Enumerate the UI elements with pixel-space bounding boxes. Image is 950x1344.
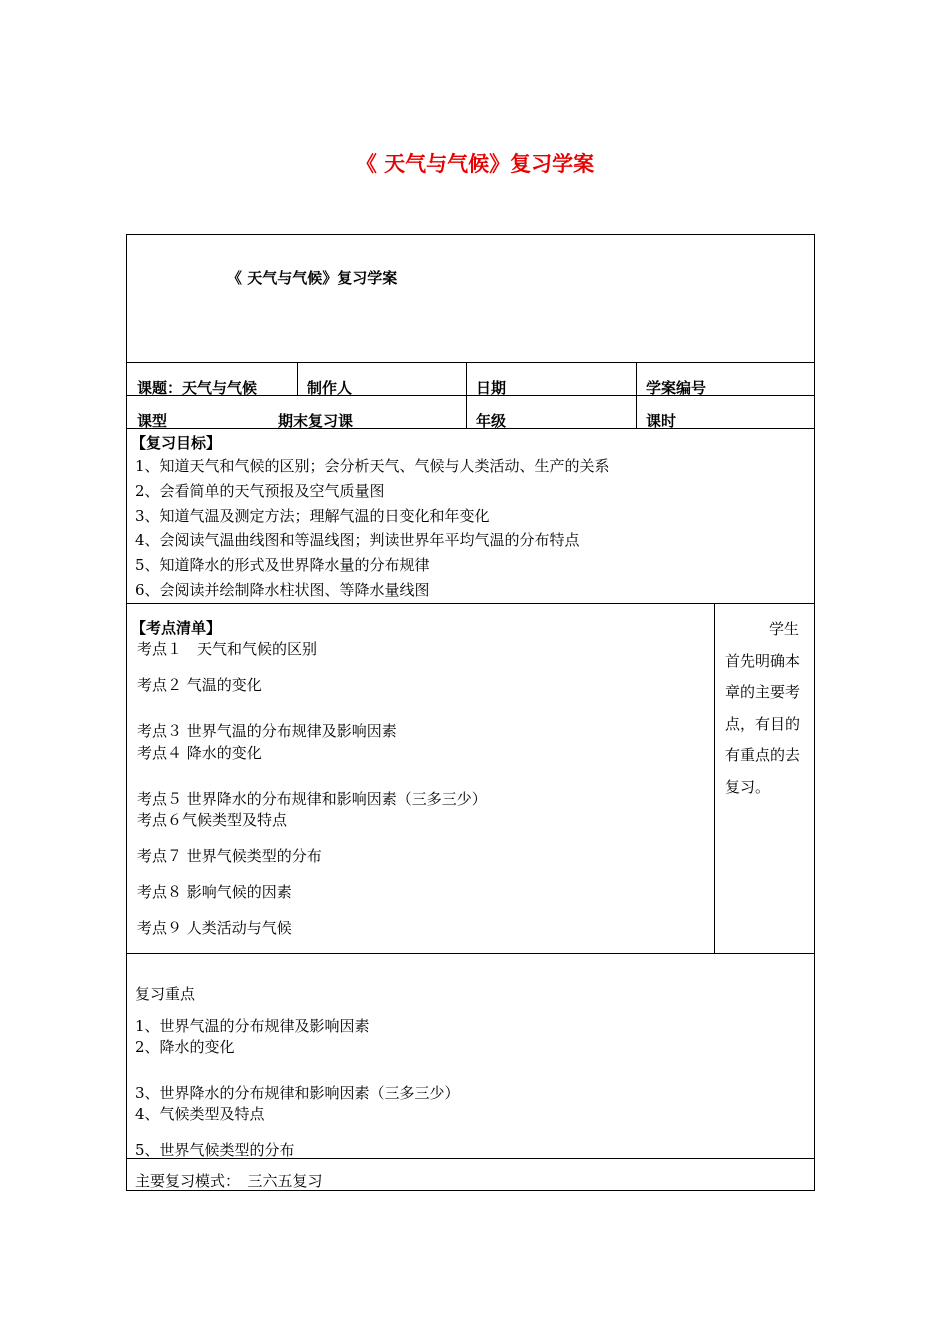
checklist-item: 考点７ 世界气候类型的分布 <box>137 847 322 865</box>
date-label: 日期 <box>476 379 507 397</box>
header-row-2 <box>127 395 814 429</box>
checklist-item: 考点９ 人类活动与气候 <box>137 919 292 937</box>
objective-item: 3、知道气温及测定方法；理解气温的日变化和年变化 <box>135 507 490 525</box>
lesson-type-cell <box>127 396 466 429</box>
key-point-item: 4、气候类型及特点 <box>135 1105 265 1123</box>
lesson-type-label: 课型 <box>137 412 168 430</box>
review-mode: 主要复习模式： 三六五复习 <box>135 1172 323 1190</box>
key-point-item: 1、世界气温的分布规律及影响因素 <box>135 1017 370 1035</box>
key-point-item: 5、世界气候类型的分布 <box>135 1141 295 1159</box>
checklist-item: 考点４ 降水的变化 <box>137 744 262 762</box>
objective-item: 6、会阅读并绘制降水柱状图、等降水量线图 <box>135 581 430 599</box>
study-plan-table <box>126 234 815 1191</box>
period-cell <box>636 396 814 429</box>
date-cell <box>466 363 636 396</box>
lesson-type-value: 期末复习课 <box>278 412 354 430</box>
objective-item: 1、知道天气和气候的区别；会分析天气、气候与人类活动、生产的关系 <box>135 457 610 475</box>
author-label: 制作人 <box>307 379 353 397</box>
objectives-heading: 【复习目标】 <box>131 434 222 452</box>
objective-item: 4、会阅读气温曲线图和等温线图；判读世界年平均气温的分布特点 <box>135 531 580 549</box>
period-label: 课时 <box>646 412 677 430</box>
checklist-item: 考点６气候类型及特点 <box>137 811 288 829</box>
page-title: 《 天气与气候》复习学案 <box>355 152 595 176</box>
objective-item: 5、知道降水的形式及世界降水量的分布规律 <box>135 556 430 574</box>
side-note: 学生首先明确本章的主要考点，有目的有重点的去复习。 <box>725 620 801 796</box>
side-note-cell <box>714 604 814 954</box>
checklist-cell <box>127 604 714 954</box>
checklist-item: 考点３ 世界气温的分布规律及影响因素 <box>137 722 397 740</box>
course-cell <box>127 363 297 396</box>
header-row-1 <box>127 362 814 396</box>
inner-title: 《 天气与气候》复习学案 <box>227 269 398 287</box>
checklist-item: 考点１ 天气和气候的区别 <box>137 640 318 658</box>
checklist-item: 考点８ 影响气候的因素 <box>137 883 292 901</box>
key-point-item: 2、降水的变化 <box>135 1038 235 1056</box>
checklist-item: 考点５ 世界降水的分布规律和影响因素（三多三少） <box>137 790 487 808</box>
title-row <box>127 235 814 362</box>
checklist-item: 考点２ 气温的变化 <box>137 676 262 694</box>
grade-cell <box>466 396 636 429</box>
plan-no-cell <box>636 363 814 396</box>
author-cell <box>297 363 466 396</box>
checklist-section <box>127 603 814 954</box>
checklist-heading: 【考点清单】 <box>131 619 222 637</box>
key-point-item: 3、世界降水的分布规律和影响因素（三多三少） <box>135 1084 460 1102</box>
mode-row <box>127 1158 814 1190</box>
course-label: 课题：天气与气候 <box>137 379 258 397</box>
plan-no-label: 学案编号 <box>646 379 707 397</box>
key-points-section <box>127 953 814 1159</box>
grade-label: 年级 <box>476 412 507 430</box>
objectives-section <box>127 428 814 604</box>
key-points-heading: 复习重点 <box>135 985 196 1003</box>
objective-item: 2、会看简单的天气预报及空气质量图 <box>135 482 385 500</box>
